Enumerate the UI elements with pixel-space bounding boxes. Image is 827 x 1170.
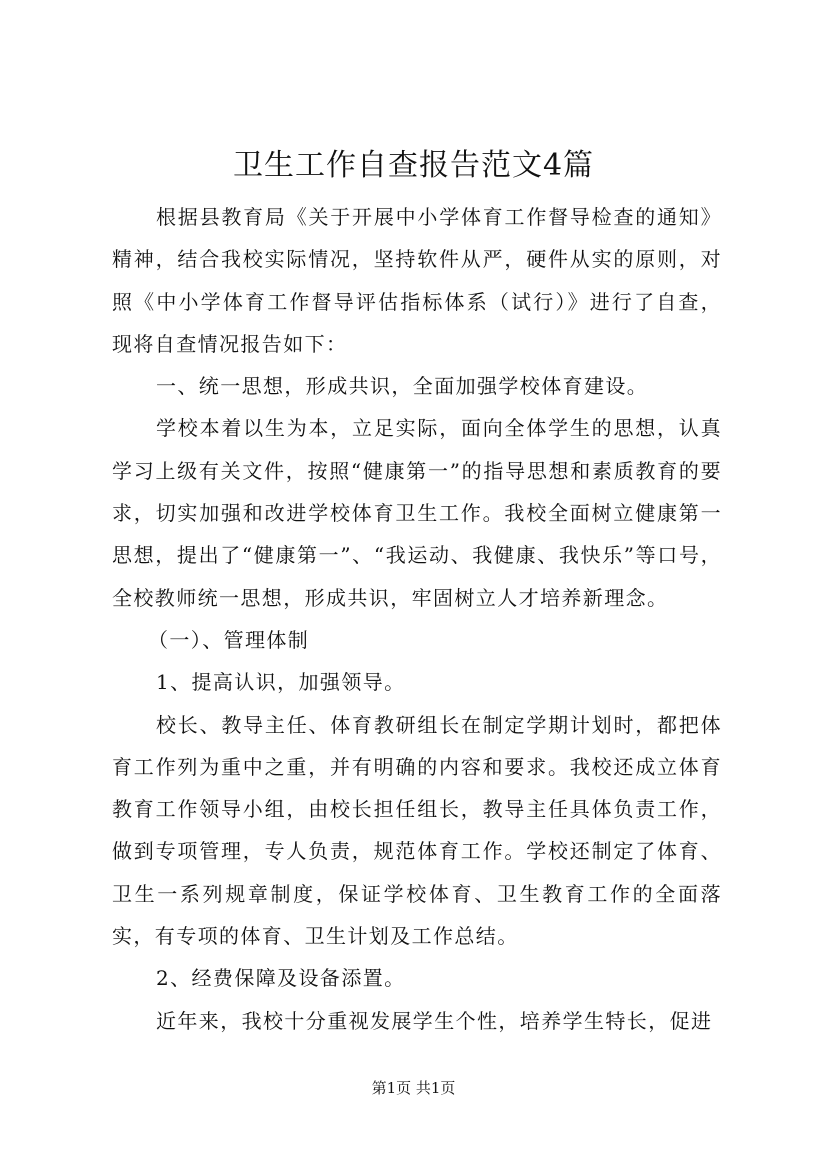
- paragraph: 学校本着以生为本，立足实际，面向全体学生的思想，认真学习上级有关文件，按照“健康第一”的指导思想和素质教育的要求，切实加强和改进学校体育卫生工作。我校全面树立健康第一思想，提出了“健康第一”、“我运动、我健康、我快乐”等口号，全校教师统一思想，形成共识，牢固树立人才培养新理念。: [112, 416, 722, 610]
- paragraph: 近年来，我校十分重视发展学生个性，培养学生特长，促进: [156, 1008, 713, 1033]
- subsection-heading: （一）、管理体制: [148, 627, 310, 652]
- subsection-heading: 1、提高认识，加强领导。: [156, 670, 406, 695]
- document-body: [112, 196, 722, 1042]
- paragraph: 根据县教育局《关于开展中小学体育工作督导检查的通知》精神，结合我校实际情况，坚持软件从严，硬件从实的原则，对照《中小学体育工作督导评估指标体系（试行）》进行了自查，现将自查情况报告如下：: [112, 205, 722, 356]
- document-title: 卫生工作自查报告范文4篇: [232, 148, 595, 183]
- subsection-heading: 2、经费保障及设备添置。: [156, 966, 406, 991]
- section-heading: 一、统一思想，形成共识，全面加强学校体育建设。: [156, 374, 649, 399]
- paragraph: 校长、教导主任、体育教研组长在制定学期计划时，都把体育工作列为重中之重，并有明确的内容和要求。我校还成立体育教育工作领导小组，由校长担任组长，教导主任具体负责工作，做到专项管理，专人负责，规范体育工作。学校还制定了体育、卫生一系列规章制度，保证学校体育、卫生教育工作的全面落实，有专项的体育、卫生计划及工作总结。: [112, 712, 722, 949]
- page-footer: 第1页 共1页: [371, 1079, 456, 1097]
